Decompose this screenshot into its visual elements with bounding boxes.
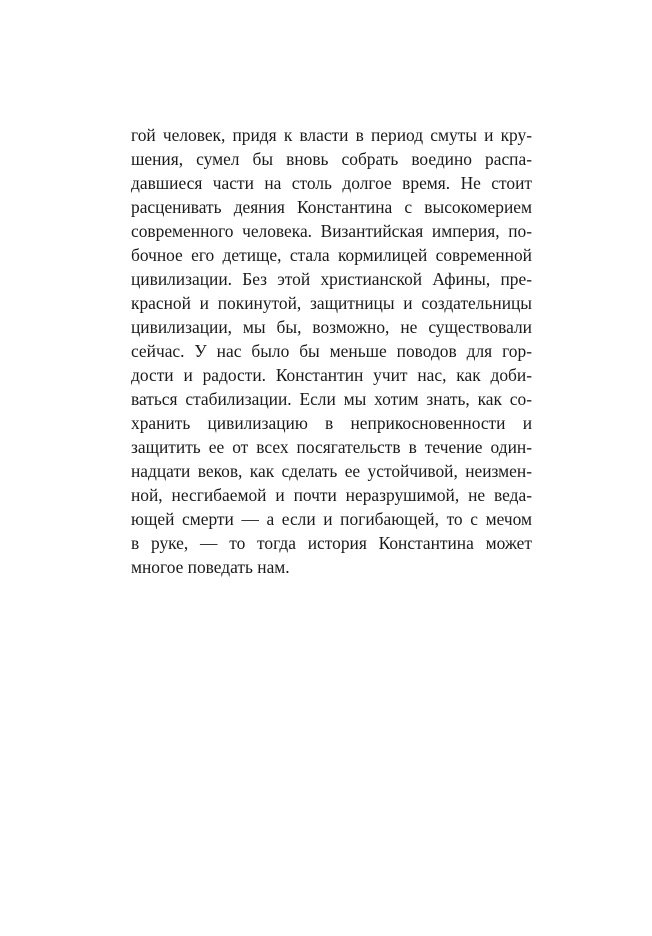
text-line-last: многое поведать нам. — [131, 557, 290, 577]
text-line: хранить цивилизацию в неприкосновенности и — [131, 413, 532, 433]
text-line: надцати веков, как сделать ее устойчивой, неизмен- — [131, 461, 532, 481]
text-line: красной и покинутой, защитницы и создательницы — [131, 293, 532, 313]
text-line: дости и радости. Константин учит нас, как доби- — [131, 365, 532, 385]
text-line: расценивать деяния Константина с высокомерием — [131, 197, 532, 217]
text-line: современного человека. Византийская империя, по- — [131, 221, 532, 241]
text-line: защитить ее от всех посягательств в течение один- — [131, 437, 532, 457]
text-line: давшиеся части на столь долгое время. Не стоит — [131, 173, 532, 193]
text-line: бочное его детище, стала кормилицей современной — [131, 245, 532, 265]
text-line: шения, сумел бы вновь собрать воедино распа- — [131, 149, 532, 169]
body-paragraph — [131, 123, 532, 579]
text-line: гой человек, придя к власти в период смуты и кру- — [131, 125, 532, 145]
text-line: цивилизации. Без этой христианской Афины, пре- — [131, 269, 532, 289]
text-line: ной, несгибаемой и почти неразрушимой, не веда- — [131, 485, 532, 505]
text-line: цивилизации, мы бы, возможно, не существовали — [131, 317, 532, 337]
text-line: в руке, — то тогда история Константина может — [131, 533, 532, 553]
text-line: ющей смерти — а если и погибающей, то с мечом — [131, 509, 532, 529]
text-line: ваться стабилизации. Если мы хотим знать, как со- — [131, 389, 532, 409]
text-line: сейчас. У нас было бы меньше поводов для гор- — [131, 341, 532, 361]
